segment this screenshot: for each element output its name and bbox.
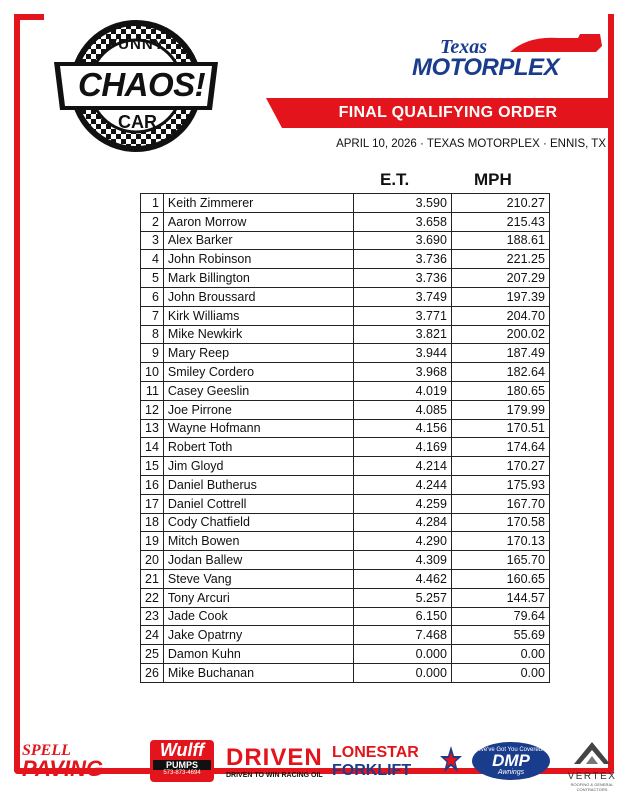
logo-text-top: FUNNY bbox=[108, 36, 165, 53]
driver-name-cell: Kirk Williams bbox=[163, 306, 353, 325]
sponsor-awnings-text: Awnings bbox=[497, 769, 525, 776]
mph-cell: 170.27 bbox=[451, 457, 549, 476]
et-cell: 5.257 bbox=[353, 588, 451, 607]
sponsor-forklift-text: FORKLIFT bbox=[332, 762, 412, 779]
position-cell: 1 bbox=[141, 194, 164, 213]
driver-name-cell: Alex Barker bbox=[163, 231, 353, 250]
sponsor-driven-racing-oil bbox=[226, 744, 326, 779]
texas-motorplex-logo bbox=[412, 32, 607, 94]
position-cell: 9 bbox=[141, 344, 164, 363]
et-cell: 3.736 bbox=[353, 269, 451, 288]
sponsor-paving-text: PAVING bbox=[22, 756, 104, 781]
et-cell: 4.244 bbox=[353, 475, 451, 494]
driver-name-cell: Jade Cook bbox=[163, 607, 353, 626]
position-cell: 26 bbox=[141, 663, 164, 682]
mph-cell: 207.29 bbox=[451, 269, 549, 288]
position-cell: 16 bbox=[141, 475, 164, 494]
et-cell: 4.462 bbox=[353, 569, 451, 588]
et-cell: 4.156 bbox=[353, 419, 451, 438]
driver-name-cell: Robert Toth bbox=[163, 438, 353, 457]
table-row bbox=[141, 457, 550, 476]
table-row bbox=[141, 569, 550, 588]
driver-name-cell: Jodan Ballew bbox=[163, 551, 353, 570]
mph-cell: 167.70 bbox=[451, 494, 549, 513]
track-logo-motorplex: MOTORPLEX bbox=[412, 54, 560, 81]
driver-name-cell: Keith Zimmerer bbox=[163, 194, 353, 213]
et-cell: 4.284 bbox=[353, 513, 451, 532]
et-cell: 0.000 bbox=[353, 645, 451, 664]
table-row bbox=[141, 325, 550, 344]
sponsor-driven-tagline: DRIVEN TO WIN RACING OIL bbox=[226, 772, 323, 779]
sponsor-dmp-text: DMP bbox=[492, 751, 530, 770]
position-cell: 3 bbox=[141, 231, 164, 250]
table-row bbox=[141, 212, 550, 231]
position-cell: 8 bbox=[141, 325, 164, 344]
lonestar-star-icon bbox=[440, 746, 462, 776]
driver-name-cell: Mike Buchanan bbox=[163, 663, 353, 682]
mph-cell: 215.43 bbox=[451, 212, 549, 231]
et-cell: 3.968 bbox=[353, 363, 451, 382]
et-cell: 6.150 bbox=[353, 607, 451, 626]
position-cell: 18 bbox=[141, 513, 164, 532]
table-row bbox=[141, 400, 550, 419]
sponsor-dmp-awnings bbox=[472, 742, 550, 780]
mph-cell: 165.70 bbox=[451, 551, 549, 570]
event-subtitle: APRIL 10, 2026 · TEXAS MOTORPLEX · ENNIS, TX bbox=[336, 138, 606, 150]
et-cell: 3.821 bbox=[353, 325, 451, 344]
table-row bbox=[141, 494, 550, 513]
et-cell: 4.085 bbox=[353, 400, 451, 419]
mph-cell: 160.65 bbox=[451, 569, 549, 588]
et-cell: 3.749 bbox=[353, 287, 451, 306]
sponsor-driven-text: DRIVEN bbox=[226, 744, 323, 771]
sponsor-wulff-pumps bbox=[150, 740, 214, 782]
position-cell: 14 bbox=[141, 438, 164, 457]
driver-name-cell: Wayne Hofmann bbox=[163, 419, 353, 438]
position-cell: 4 bbox=[141, 250, 164, 269]
driver-name-cell: Cody Chatfield bbox=[163, 513, 353, 532]
table-row bbox=[141, 626, 550, 645]
position-cell: 5 bbox=[141, 269, 164, 288]
mph-cell: 170.13 bbox=[451, 532, 549, 551]
logo-text-middle: CHAOS! bbox=[78, 66, 206, 103]
mph-cell: 210.27 bbox=[451, 194, 549, 213]
mph-cell: 144.57 bbox=[451, 588, 549, 607]
mph-cell: 188.61 bbox=[451, 231, 549, 250]
driver-name-cell: Daniel Butherus bbox=[163, 475, 353, 494]
et-cell: 4.169 bbox=[353, 438, 451, 457]
sponsor-lonestar-forklift bbox=[332, 744, 436, 780]
table-row bbox=[141, 532, 550, 551]
position-cell: 12 bbox=[141, 400, 164, 419]
mph-cell: 170.51 bbox=[451, 419, 549, 438]
mph-cell: 175.93 bbox=[451, 475, 549, 494]
position-cell: 17 bbox=[141, 494, 164, 513]
sponsor-spell-paving bbox=[22, 742, 144, 782]
driver-name-cell: Casey Geeslin bbox=[163, 381, 353, 400]
position-cell: 25 bbox=[141, 645, 164, 664]
table-row bbox=[141, 588, 550, 607]
position-cell: 10 bbox=[141, 363, 164, 382]
track-logo-texas: Texas bbox=[440, 36, 488, 58]
table-row bbox=[141, 475, 550, 494]
mph-cell: 180.65 bbox=[451, 381, 549, 400]
position-cell: 23 bbox=[141, 607, 164, 626]
table-row bbox=[141, 231, 550, 250]
mph-cell: 182.64 bbox=[451, 363, 549, 382]
et-cell: 3.944 bbox=[353, 344, 451, 363]
column-header-mph: MPH bbox=[474, 170, 512, 189]
et-cell: 7.468 bbox=[353, 626, 451, 645]
driver-name-cell: Tony Arcuri bbox=[163, 588, 353, 607]
table-row bbox=[141, 438, 550, 457]
table-row bbox=[141, 250, 550, 269]
table-row bbox=[141, 287, 550, 306]
sponsor-wulff-phone: 573-873-4694 bbox=[163, 770, 201, 776]
et-cell: 4.290 bbox=[353, 532, 451, 551]
driver-name-cell: John Robinson bbox=[163, 250, 353, 269]
mph-cell: 197.39 bbox=[451, 287, 549, 306]
sponsor-vertex-text: VERTEX bbox=[567, 771, 617, 782]
et-cell: 4.259 bbox=[353, 494, 451, 513]
sponsor-vertex bbox=[562, 740, 622, 792]
page-title-banner bbox=[282, 98, 614, 128]
mph-cell: 221.25 bbox=[451, 250, 549, 269]
driver-name-cell: Smiley Cordero bbox=[163, 363, 353, 382]
driver-name-cell: Steve Vang bbox=[163, 569, 353, 588]
et-cell: 3.771 bbox=[353, 306, 451, 325]
page-title: FINAL QUALIFYING ORDER bbox=[338, 104, 558, 121]
driver-name-cell: Joe Pirrone bbox=[163, 400, 353, 419]
driver-name-cell: Jim Gloyd bbox=[163, 457, 353, 476]
table-row bbox=[141, 513, 550, 532]
et-cell: 3.736 bbox=[353, 250, 451, 269]
border-top-left bbox=[14, 14, 44, 20]
et-cell: 0.000 bbox=[353, 663, 451, 682]
driver-name-cell: Mitch Bowen bbox=[163, 532, 353, 551]
position-cell: 21 bbox=[141, 569, 164, 588]
mph-cell: 200.02 bbox=[451, 325, 549, 344]
table-row bbox=[141, 607, 550, 626]
position-cell: 7 bbox=[141, 306, 164, 325]
sponsor-lonestar-text: LONESTAR bbox=[332, 744, 419, 761]
sponsor-strip bbox=[22, 740, 618, 792]
driver-name-cell: Damon Kuhn bbox=[163, 645, 353, 664]
table-row bbox=[141, 306, 550, 325]
table-row bbox=[141, 194, 550, 213]
driver-name-cell: Mark Billington bbox=[163, 269, 353, 288]
mph-cell: 170.58 bbox=[451, 513, 549, 532]
driver-name-cell: Jake Opatrny bbox=[163, 626, 353, 645]
position-cell: 24 bbox=[141, 626, 164, 645]
table-row bbox=[141, 551, 550, 570]
sponsor-spell-text: SPELL bbox=[22, 742, 71, 759]
table-row bbox=[141, 363, 550, 382]
driver-name-cell: Daniel Cottrell bbox=[163, 494, 353, 513]
mph-cell: 0.00 bbox=[451, 663, 549, 682]
sponsor-wulff-text: Wulff bbox=[159, 740, 205, 760]
et-cell: 3.690 bbox=[353, 231, 451, 250]
position-cell: 20 bbox=[141, 551, 164, 570]
position-cell: 22 bbox=[141, 588, 164, 607]
position-cell: 15 bbox=[141, 457, 164, 476]
position-cell: 13 bbox=[141, 419, 164, 438]
logo-text-bottom: CAR bbox=[118, 112, 157, 132]
sponsor-dmp-tagline: We've Got You Covered! bbox=[478, 747, 544, 753]
position-cell: 2 bbox=[141, 212, 164, 231]
table-row bbox=[141, 381, 550, 400]
sponsor-pumps-text: PUMPS bbox=[153, 760, 211, 770]
mph-cell: 79.64 bbox=[451, 607, 549, 626]
et-cell: 3.658 bbox=[353, 212, 451, 231]
et-cell: 3.590 bbox=[353, 194, 451, 213]
sponsor-vertex-tagline: ROOFING & GENERAL CONTRACTORS bbox=[570, 782, 614, 792]
table-row bbox=[141, 269, 550, 288]
mph-cell: 0.00 bbox=[451, 645, 549, 664]
mph-cell: 179.99 bbox=[451, 400, 549, 419]
mph-cell: 174.64 bbox=[451, 438, 549, 457]
column-header-et: E.T. bbox=[380, 170, 410, 189]
et-cell: 4.214 bbox=[353, 457, 451, 476]
driver-name-cell: Aaron Morrow bbox=[163, 212, 353, 231]
mph-cell: 204.70 bbox=[451, 306, 549, 325]
position-cell: 6 bbox=[141, 287, 164, 306]
qualifying-table bbox=[140, 193, 550, 683]
position-cell: 11 bbox=[141, 381, 164, 400]
table-row bbox=[141, 663, 550, 682]
driver-name-cell: Mike Newkirk bbox=[163, 325, 353, 344]
mph-cell: 187.49 bbox=[451, 344, 549, 363]
driver-name-cell: Mary Reep bbox=[163, 344, 353, 363]
table-row bbox=[141, 344, 550, 363]
vertex-peak-icon bbox=[572, 740, 612, 766]
position-cell: 19 bbox=[141, 532, 164, 551]
driver-name-cell: John Broussard bbox=[163, 287, 353, 306]
et-cell: 4.309 bbox=[353, 551, 451, 570]
mph-cell: 55.69 bbox=[451, 626, 549, 645]
et-cell: 4.019 bbox=[353, 381, 451, 400]
table-row bbox=[141, 419, 550, 438]
table-row bbox=[141, 645, 550, 664]
race-car-silhouette-icon bbox=[508, 32, 606, 56]
